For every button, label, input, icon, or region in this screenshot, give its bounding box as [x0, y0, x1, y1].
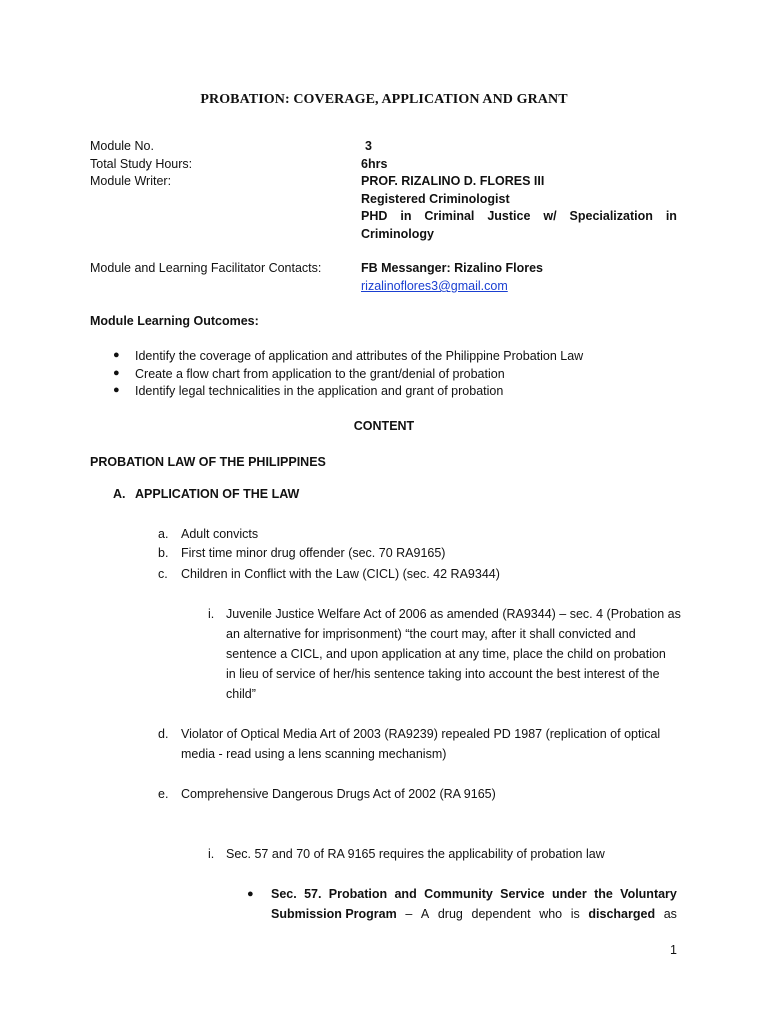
list-marker: i.: [208, 607, 215, 621]
contacts-fb: FB Messanger: Rizalino Flores: [361, 261, 543, 275]
list-item-b: First time minor drug offender (sec. 70 RA9165): [181, 546, 446, 560]
sec57-word: –: [405, 907, 413, 921]
sec57-word: 57.: [304, 887, 322, 901]
degree-word: Justice: [487, 209, 531, 223]
list-item-a: Adult convicts: [181, 527, 259, 541]
outcome-item: Create a flow chart from application to the grant/denial of probation: [135, 367, 505, 381]
cicl-paragraph-line: Juvenile Justice Welfare Act of 2006 as amended (RA9344) – sec. 4 (Probation as: [226, 607, 681, 621]
writer-degree-line1: [361, 209, 677, 223]
sec57-word: dependent: [471, 907, 531, 921]
sec57-word: Sec.: [271, 887, 297, 901]
list-marker: i.: [208, 847, 215, 861]
module-no-label: Module No.: [90, 139, 154, 153]
bullet-icon: ●: [113, 384, 120, 396]
sec57-word: under: [551, 887, 587, 901]
degree-word: in: [665, 209, 677, 223]
module-no-value: 3: [365, 139, 372, 153]
content-heading: CONTENT: [353, 419, 415, 433]
sec-57-line2: [271, 907, 677, 921]
writer-degree-line2: Criminology: [361, 227, 434, 241]
sec57-word: as: [663, 907, 677, 921]
list-marker: d.: [158, 727, 169, 741]
study-hours-label: Total Study Hours:: [90, 157, 193, 171]
contacts-email-link[interactable]: rizalinoflores3@gmail.com: [361, 279, 508, 293]
degree-word: PHD: [361, 209, 388, 223]
degree-word: Specialization: [569, 209, 653, 223]
degree-word: in: [400, 209, 412, 223]
contacts-label: Module and Learning Facilitator Contacts:: [90, 261, 322, 275]
list-item-e: Comprehensive Dangerous Drugs Act of 2002 (RA 9165): [181, 787, 496, 801]
sec-57-line1: [271, 887, 677, 901]
study-hours-value: 6hrs: [361, 157, 388, 171]
bullet-icon: ●: [113, 367, 120, 379]
sec57-word: the: [594, 887, 613, 901]
sub-a-mark: A.: [113, 487, 126, 501]
sec57-word: who: [539, 907, 563, 921]
sec57-word: is: [570, 907, 580, 921]
cicl-paragraph-line: in lieu of service of her/his sentence taking into account the best interest of the: [226, 667, 660, 681]
sec57-word: Voluntary: [620, 887, 677, 901]
degree-word: w/: [543, 209, 557, 223]
outcomes-heading: Module Learning Outcomes:: [90, 314, 259, 328]
list-marker: b.: [158, 546, 169, 560]
document-title: PROBATION: COVERAGE, APPLICATION AND GRANT: [200, 92, 568, 107]
cicl-paragraph-line: an alternative for imprisonment) “the court may, after it shall convicted and: [226, 627, 636, 641]
sec57-bold-phrase: Submission Program: [271, 907, 397, 921]
sub-a-heading: APPLICATION OF THE LAW: [135, 487, 300, 501]
list-item-c: Children in Conflict with the Law (CICL) (sec. 42 RA9344): [181, 567, 500, 581]
sec57-word: A: [420, 907, 430, 921]
sec57-word: Community: [424, 887, 493, 901]
degree-word: Criminal: [424, 209, 475, 223]
sec57-word: drug: [437, 907, 463, 921]
cicl-paragraph-line: child”: [226, 687, 256, 701]
list-marker: e.: [158, 787, 169, 801]
list-item-d-line: media - read using a lens scanning mechanism): [181, 747, 447, 761]
writer-title: Registered Criminologist: [361, 192, 510, 206]
section-heading: PROBATION LAW OF THE PHILIPPINES: [90, 455, 326, 469]
bullet-icon: ●: [113, 349, 120, 361]
sec57-bold-word: discharged: [588, 907, 656, 921]
sec57-word: Service: [500, 887, 545, 901]
bullet-icon: ●: [247, 888, 254, 900]
cicl-paragraph-line: sentence a CICL, and upon application at any time, place the child on probation: [226, 647, 666, 661]
list-item-d-line: Violator of Optical Media Art of 2003 (RA9239) repealed PD 1987 (replication of optical: [181, 727, 661, 741]
sec57-word: and: [394, 887, 417, 901]
list-marker: a.: [158, 527, 169, 541]
sec57-word: Probation: [328, 887, 388, 901]
module-writer-label: Module Writer:: [90, 174, 172, 188]
list-marker: c.: [158, 567, 168, 581]
page-number: 1: [670, 943, 677, 957]
sec-57-70-item: Sec. 57 and 70 of RA 9165 requires the applicability of probation law: [226, 847, 605, 861]
writer-name: PROF. RIZALINO D. FLORES III: [361, 174, 545, 188]
outcome-item: Identify legal technicalities in the application and grant of probation: [135, 384, 504, 398]
outcome-item: Identify the coverage of application and attributes of the Philippine Probation Law: [135, 349, 584, 363]
